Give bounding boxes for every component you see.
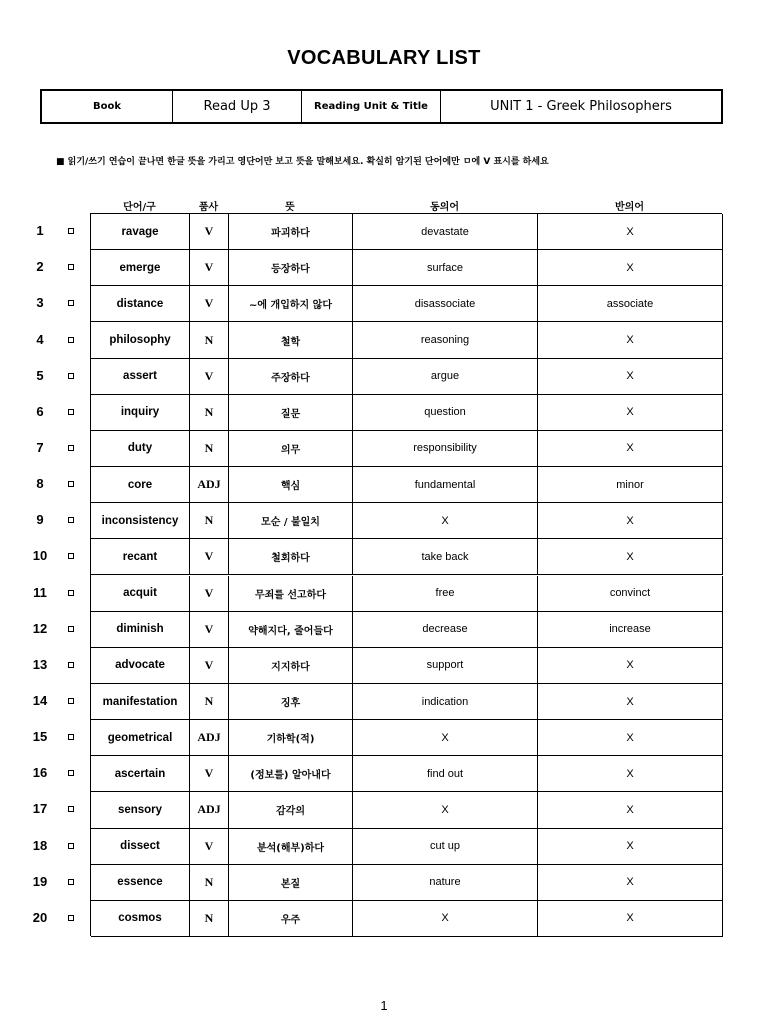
book-label: Book <box>42 91 173 122</box>
memorized-checkbox[interactable] <box>68 300 74 306</box>
meaning-cell: 분석(해부)하다 <box>229 829 353 865</box>
word-cell: inconsistency <box>91 503 190 539</box>
meaning-cell: 감각의 <box>229 792 353 828</box>
row-number: 2 <box>36 259 44 275</box>
meaning-cell: 무죄를 선고하다 <box>229 576 353 612</box>
word-cell: advocate <box>91 648 190 684</box>
pos-cell: ADJ <box>190 720 229 756</box>
meaning-cell: 지지하다 <box>229 648 353 684</box>
memorized-checkbox[interactable] <box>68 445 74 451</box>
memorized-checkbox[interactable] <box>68 915 74 921</box>
synonym-cell: nature <box>353 865 538 901</box>
info-table <box>40 89 723 124</box>
antonym-cell: X <box>538 250 723 286</box>
table-row <box>91 576 723 612</box>
memorized-checkbox[interactable] <box>68 590 74 596</box>
row-number: 6 <box>36 403 44 419</box>
header-meaning: 뜻 <box>285 202 295 213</box>
header-synonym: 동의어 <box>430 202 459 213</box>
synonym-cell: fundamental <box>353 467 538 503</box>
row-number: 13 <box>32 656 48 672</box>
meaning-cell: 징후 <box>229 684 353 720</box>
pos-cell: V <box>190 359 229 395</box>
memorized-checkbox[interactable] <box>68 806 74 812</box>
row-number: 20 <box>32 909 48 925</box>
synonym-cell: X <box>353 901 538 937</box>
meaning-cell: 우주 <box>229 901 353 937</box>
word-cell: cosmos <box>91 901 190 937</box>
antonym-cell: X <box>538 395 723 431</box>
table-row <box>91 829 723 865</box>
row-number: 4 <box>36 331 44 347</box>
pos-cell: ADJ <box>190 792 229 828</box>
instruction-text: ■ 읽기/쓰기 연습이 끝나면 한글 뜻을 가리고 영단어만 보고 뜻을 말해보세요. 확실히 암기된 단어에만 ㅁ에 V 표시를 하세요 <box>56 157 549 167</box>
row-number: 10 <box>32 548 48 564</box>
page-number: 1 <box>380 998 388 1013</box>
table-row <box>91 431 723 467</box>
word-cell: assert <box>91 359 190 395</box>
pos-cell: N <box>190 322 229 358</box>
pos-cell: V <box>190 214 229 250</box>
synonym-cell: support <box>353 648 538 684</box>
word-cell: core <box>91 467 190 503</box>
meaning-cell: 핵심 <box>229 467 353 503</box>
table-row <box>91 612 723 648</box>
memorized-checkbox[interactable] <box>68 879 74 885</box>
unit-label: Reading Unit & Title <box>302 91 441 122</box>
memorized-checkbox[interactable] <box>68 517 74 523</box>
pos-cell: N <box>190 901 229 937</box>
synonym-cell: X <box>353 720 538 756</box>
pos-cell: N <box>190 865 229 901</box>
row-number: 16 <box>32 765 48 781</box>
synonym-cell: decrease <box>353 612 538 648</box>
memorized-checkbox[interactable] <box>68 373 74 379</box>
table-row <box>91 359 723 395</box>
word-cell: distance <box>91 286 190 322</box>
synonym-cell: question <box>353 395 538 431</box>
meaning-cell: 파괴하다 <box>229 214 353 250</box>
row-number: 8 <box>36 476 44 492</box>
row-number: 3 <box>36 295 44 311</box>
synonym-cell: free <box>353 576 538 612</box>
meaning-cell: 의무 <box>229 431 353 467</box>
pos-cell: N <box>190 395 229 431</box>
row-number: 9 <box>36 512 44 528</box>
pos-cell: V <box>190 576 229 612</box>
synonym-cell: find out <box>353 756 538 792</box>
pos-cell: N <box>190 684 229 720</box>
antonym-cell: minor <box>538 467 723 503</box>
page-title: VOCABULARY LIST <box>287 47 481 69</box>
pos-cell: ADJ <box>190 467 229 503</box>
row-number: 14 <box>32 693 48 709</box>
word-cell: duty <box>91 431 190 467</box>
memorized-checkbox[interactable] <box>68 770 74 776</box>
row-number: 5 <box>36 367 44 383</box>
pos-cell: V <box>190 648 229 684</box>
pos-cell: V <box>190 286 229 322</box>
word-cell: geometrical <box>91 720 190 756</box>
word-cell: diminish <box>91 612 190 648</box>
table-row <box>91 467 723 503</box>
memorized-checkbox[interactable] <box>68 662 74 668</box>
row-number: 12 <box>32 620 48 636</box>
word-cell: dissect <box>91 829 190 865</box>
pos-cell: V <box>190 829 229 865</box>
antonym-cell: increase <box>538 612 723 648</box>
table-row <box>91 792 723 828</box>
synonym-cell: X <box>353 503 538 539</box>
table-row <box>91 756 723 792</box>
table-row <box>91 720 723 756</box>
antonym-cell: associate <box>538 286 723 322</box>
memorized-checkbox[interactable] <box>68 843 74 849</box>
row-number: 18 <box>32 837 48 853</box>
pos-cell: N <box>190 431 229 467</box>
synonym-cell: take back <box>353 539 538 575</box>
antonym-cell: X <box>538 648 723 684</box>
meaning-cell: 본질 <box>229 865 353 901</box>
meaning-cell: 주장하다 <box>229 359 353 395</box>
antonym-cell: X <box>538 322 723 358</box>
synonym-cell: argue <box>353 359 538 395</box>
row-number: 11 <box>33 584 47 600</box>
row-number: 17 <box>32 801 48 817</box>
memorized-checkbox[interactable] <box>68 228 74 234</box>
table-row <box>91 322 723 358</box>
table-row <box>91 214 723 250</box>
synonym-cell: devastate <box>353 214 538 250</box>
memorized-checkbox[interactable] <box>68 626 74 632</box>
word-cell: ravage <box>91 214 190 250</box>
memorized-checkbox[interactable] <box>68 264 74 270</box>
meaning-cell: 철학 <box>229 322 353 358</box>
memorized-checkbox[interactable] <box>68 698 74 704</box>
synonym-cell: responsibility <box>353 431 538 467</box>
meaning-cell: 질문 <box>229 395 353 431</box>
antonym-cell: X <box>538 431 723 467</box>
memorized-checkbox[interactable] <box>68 734 74 740</box>
header-pos: 품사 <box>198 202 219 213</box>
synonym-cell: cut up <box>353 829 538 865</box>
table-row <box>91 901 723 937</box>
word-cell: emerge <box>91 250 190 286</box>
antonym-cell: X <box>538 503 723 539</box>
table-row <box>91 286 723 322</box>
antonym-cell: X <box>538 829 723 865</box>
meaning-cell: 철회하다 <box>229 539 353 575</box>
memorized-checkbox[interactable] <box>68 553 74 559</box>
antonym-cell: X <box>538 792 723 828</box>
antonym-cell: X <box>538 901 723 937</box>
memorized-checkbox[interactable] <box>68 409 74 415</box>
antonym-cell: X <box>538 359 723 395</box>
word-cell: acquit <box>91 576 190 612</box>
table-row <box>91 684 723 720</box>
table-row <box>91 648 723 684</box>
pos-cell: N <box>190 503 229 539</box>
synonym-cell: surface <box>353 250 538 286</box>
word-cell: manifestation <box>91 684 190 720</box>
meaning-cell: 등장하다 <box>229 250 353 286</box>
synonym-cell: reasoning <box>353 322 538 358</box>
meaning-cell: (정보를) 알아내다 <box>229 756 353 792</box>
row-number: 7 <box>36 439 44 455</box>
table-row <box>91 865 723 901</box>
antonym-cell: X <box>538 684 723 720</box>
antonym-cell: X <box>538 865 723 901</box>
synonym-cell: disassociate <box>353 286 538 322</box>
memorized-checkbox[interactable] <box>68 481 74 487</box>
meaning-cell: 약해지다, 줄어들다 <box>229 612 353 648</box>
word-cell: ascertain <box>91 756 190 792</box>
vocabulary-table <box>90 213 722 936</box>
meaning-cell: 기하학(적) <box>229 720 353 756</box>
word-cell: essence <box>91 865 190 901</box>
row-number: 15 <box>32 729 48 745</box>
pos-cell: V <box>190 756 229 792</box>
unit-value: UNIT 1 - Greek Philosophers <box>490 99 672 114</box>
antonym-cell: X <box>538 214 723 250</box>
meaning-cell: 모순 / 불일치 <box>229 503 353 539</box>
header-word: 단어/구 <box>123 202 156 213</box>
antonym-cell: convinct <box>538 576 723 612</box>
book-value: Read Up 3 <box>173 91 302 122</box>
table-row <box>91 539 723 575</box>
word-cell: recant <box>91 539 190 575</box>
word-cell: sensory <box>91 792 190 828</box>
header-antonym: 반의어 <box>615 202 644 213</box>
synonym-cell: X <box>353 792 538 828</box>
table-row <box>91 503 723 539</box>
row-number: 1 <box>36 223 44 239</box>
row-number: 19 <box>32 873 48 889</box>
word-cell: inquiry <box>91 395 190 431</box>
memorized-checkbox[interactable] <box>68 337 74 343</box>
meaning-cell: ~에 개입하지 않다 <box>229 286 353 322</box>
pos-cell: V <box>190 539 229 575</box>
table-row <box>91 250 723 286</box>
table-row <box>91 395 723 431</box>
word-cell: philosophy <box>91 322 190 358</box>
antonym-cell: X <box>538 539 723 575</box>
pos-cell: V <box>190 250 229 286</box>
pos-cell: V <box>190 612 229 648</box>
antonym-cell: X <box>538 756 723 792</box>
antonym-cell: X <box>538 720 723 756</box>
synonym-cell: indication <box>353 684 538 720</box>
